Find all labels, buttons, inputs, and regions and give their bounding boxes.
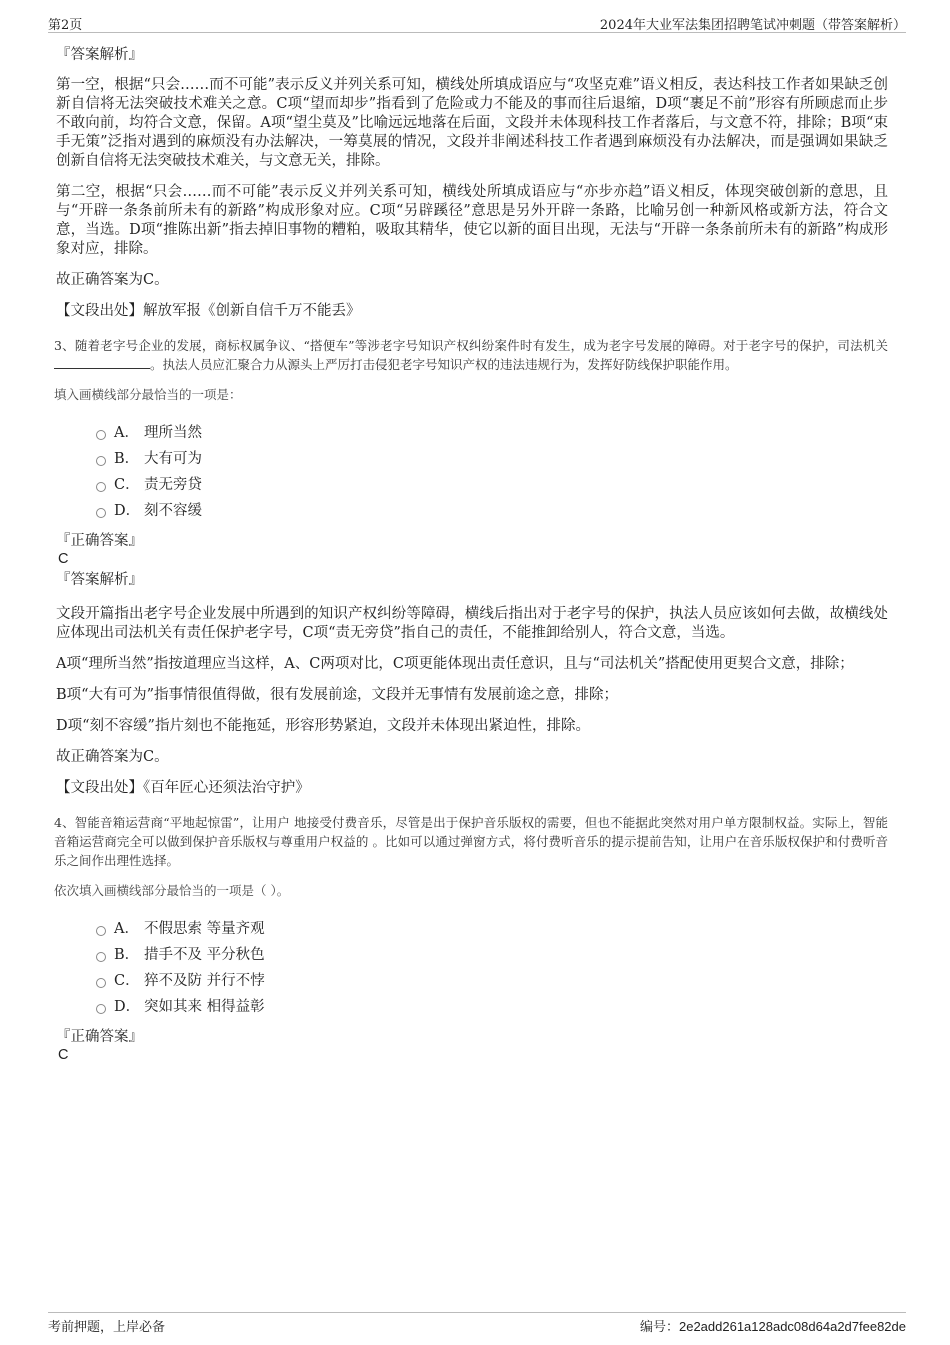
- radio-icon[interactable]: [96, 978, 106, 988]
- radio-icon[interactable]: [96, 456, 106, 466]
- answer-heading: 『正确答案』: [56, 533, 143, 549]
- analysis-paragraph: A项“理所当然”指按道理应当这样，A、C两项对比，C项更能体现出责任意识，且与“司法机关”搭配使用更契合文意，排除；: [56, 656, 854, 672]
- code-label: 编号：: [639, 1319, 679, 1334]
- page-header: [48, 14, 906, 33]
- document-code: [640, 1316, 906, 1335]
- analysis-heading: 『答案解析』: [56, 572, 143, 588]
- analysis-paragraph: B项“大有可为”指事情很值得做，很有发展前途，文段并无事情有发展前途之意，排除；: [56, 687, 618, 703]
- radio-icon[interactable]: [96, 482, 106, 492]
- footer-slogan: 考前押题，上岸必备: [48, 1320, 166, 1335]
- question-4: 4、智能音箱运营商“平地起惊雷”，让用户 地接受付费音乐，尽管是出于保护音乐版权的需要，但也不能据此突然对用户单方限制权益。实际上，智能音箱运营商完全可以做到保护音乐版权与尊重用户权益的 。比如可以通过弹窗方式，将付费听音乐的提示提前告知，让用户在音乐版权保护和付费听音乐之间作出理性选择。: [54, 815, 888, 868]
- page-footer: [48, 1312, 906, 1335]
- page-number: 第2页: [48, 18, 83, 33]
- option-a[interactable]: A． 不假思索 等量齐观: [96, 916, 888, 942]
- radio-icon[interactable]: [96, 508, 106, 518]
- analysis-paragraph: 第一空，根据“只会……而不可能”表示反义并列关系可知，横线处所填成语应与“攻坚克难”语义相反，表达科技工作者如果缺乏创新自信将无法突破技术难关之意。C项“望而却步”指看到了危险或力不能及的事而往后退缩，D项“裹足不前”形容有所顾虑而止步不敢向前，均符合文意，保留。A项“望尘莫及”比喻远远地落在后面，文段并未体现科技工作者落后，与文意不符，排除；B项“束手无策”泛指对遇到的麻烦没有办法解决，一筹莫展的情况，文段并非阐述科技工作者遇到麻烦没有办法解决，而是强调如果缺乏创新自信将无法突破技术难关，与文意无关，排除。: [56, 77, 888, 169]
- radio-icon[interactable]: [96, 926, 106, 936]
- question-text: 。执法人员应汇聚合力从源头上严厉打击侵犯老字号知识产权的违法违规行为，发挥好防线保护职能作用。: [150, 357, 738, 372]
- option-d[interactable]: D． 突如其来 相得益彰: [96, 994, 888, 1020]
- option-b[interactable]: B． 大有可为: [96, 446, 888, 472]
- answer-value: C: [58, 551, 69, 567]
- analysis-paragraph: 文段开篇指出老字号企业发展中所遇到的知识产权纠纷等障碍，横线后指出对于老字号的保护，执法人员应该如何去做，故横线处应体现出司法机关有责任保护老字号，C项“责无旁贷”指自己的责任，不能推卸给别人，符合文意，当选。: [56, 606, 888, 641]
- conclusion: 故正确答案为C。: [56, 272, 169, 288]
- analysis-heading: 『答案解析』: [56, 47, 143, 63]
- option-b[interactable]: B． 措手不及 平分秋色: [96, 942, 888, 968]
- question-3: [54, 336, 888, 374]
- source-citation: 【文段出处】解放军报《创新自信千万不能丢》: [56, 303, 361, 319]
- option-c[interactable]: C． 责无旁贷: [96, 472, 888, 498]
- option-c[interactable]: C． 猝不及防 并行不悖: [96, 968, 888, 994]
- options-list: [96, 916, 888, 1020]
- code-value: 2e2add261a128adc08d64a2d7fee82de: [678, 1319, 906, 1334]
- radio-icon[interactable]: [96, 1004, 106, 1014]
- question-text: 3、随着老字号企业的发展，商标权属争议、“搭便车”等涉老字号知识产权纠纷案件时有发生，成为老字号发展的障碍。对于老字号的保护，司法机关: [54, 338, 888, 353]
- option-d[interactable]: D． 刻不容缓: [96, 498, 888, 524]
- fill-blank: [54, 356, 150, 369]
- document-body: [56, 46, 888, 1067]
- source-citation: 【文段出处】《百年匠心还须法治守护》: [56, 780, 310, 796]
- options-list: [96, 420, 888, 524]
- answer-value: C: [58, 1047, 69, 1063]
- option-a[interactable]: A． 理所当然: [96, 420, 888, 446]
- analysis-paragraph: 第二空，根据“只会……而不可能”表示反义并列关系可知，横线处所填成语应与“亦步亦趋”语义相反，体现突破创新的意思，且与“开辟一条条前所未有的新路”构成形象对应。C项“另辟蹊径”意思是另外开辟一条路，比喻另创一种新风格或新方法，符合文意，当选。D项“推陈出新”指去掉旧事物的糟粕，吸取其精华，使它以新的面目出现，无法与“开辟一条条前所未有的新路”构成形象对应，排除。: [56, 184, 888, 257]
- conclusion: 故正确答案为C。: [56, 749, 169, 765]
- question-prompt: 填入画横线部分最恰当的一项是：: [54, 387, 242, 402]
- question-prompt: 依次填入画横线部分最恰当的一项是（ ）。: [54, 883, 290, 898]
- radio-icon[interactable]: [96, 430, 106, 440]
- document-title: 2024年大业军法集团招聘笔试冲刺题（带答案解析）: [599, 18, 906, 33]
- answer-heading: 『正确答案』: [56, 1029, 143, 1045]
- analysis-paragraph: D项“刻不容缓”指片刻也不能拖延，形容形势紧迫，文段并未体现出紧迫性，排除。: [56, 718, 590, 734]
- radio-icon[interactable]: [96, 952, 106, 962]
